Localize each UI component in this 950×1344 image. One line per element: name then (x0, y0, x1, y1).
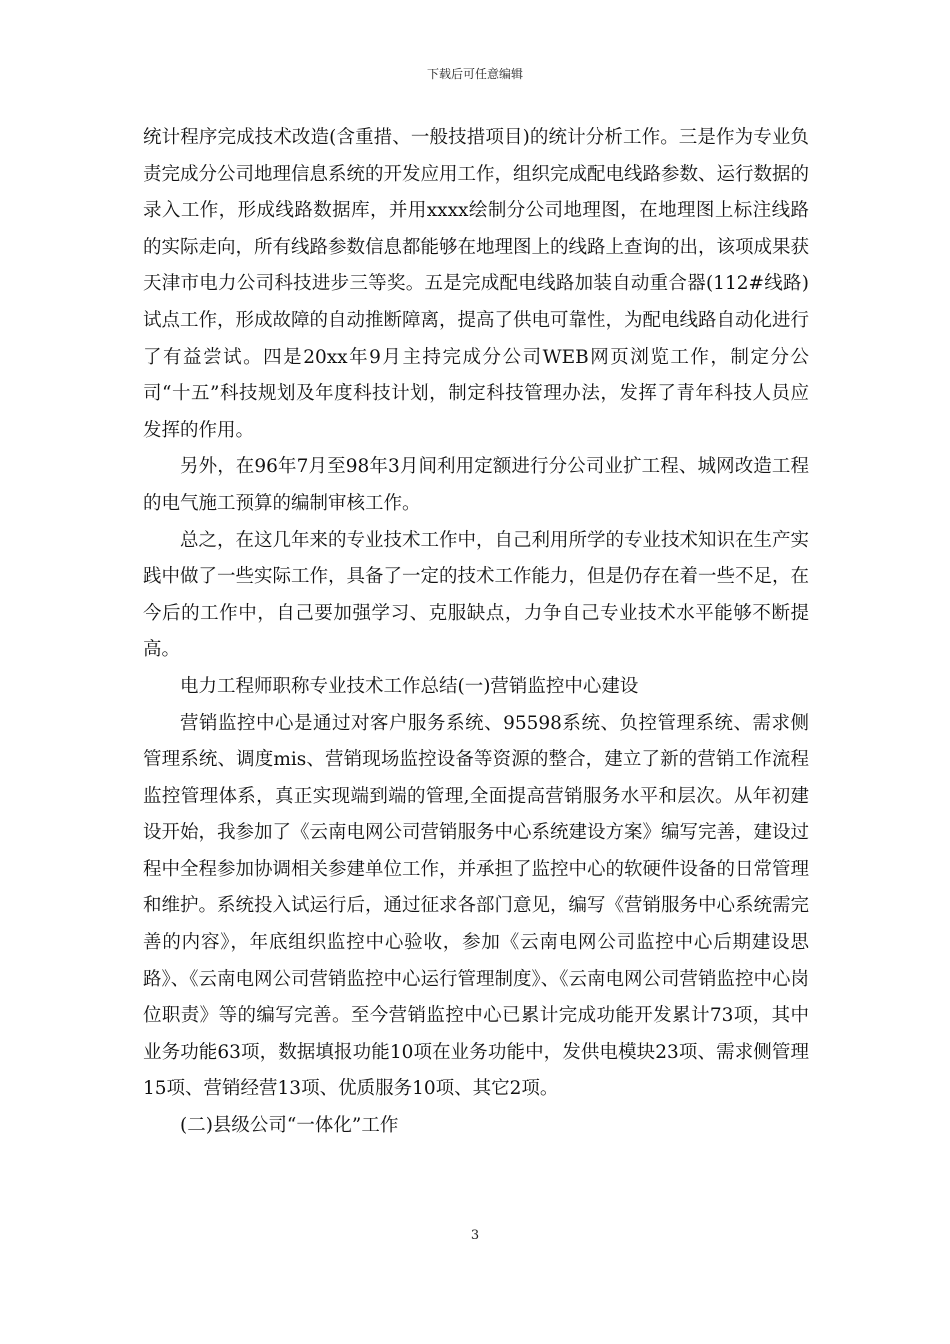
paragraph-summary: 总之，在这几年来的专业技术工作中，自己利用所学的专业技术知识在生产实践中做了一些实际工作，具备了一定的技术工作能力，但是仍存在着一些不足，在今后的工作中，自己要加强学习、克服缺点，力争自己专业技术水平能够不断提高。 (143, 529, 810, 661)
page-number: 3 (470, 1228, 480, 1243)
section-heading-marketing-center: 电力工程师职称专业技术工作总结(一)营销监控中心建设 (180, 675, 639, 697)
section-heading-county-integration: (二)县级公司“一体化”工作 (180, 1115, 399, 1137)
paragraph-marketing-center: 营销监控中心是通过对客户服务系统、95598系统、负控管理系统、需求侧管理系统、调度mis、营销现场监控设备等资源的整合，建立了新的营销工作流程监控管理体系，真正实现端到端的管理,全面提高营销服务水平和层次。从年初建设开始，我参加了《云南电网公司营销服务中心系统建设方案》编写完善，建设过程中全程参加协调相关参建单位工作，并承担了监控中心的软硬件设备的日常管理和维护。系统投入试运行后，通过征求各部门意见，编写《营销服务中心系统需完善的内容》，年底组织监控中心验收，参加《云南电网公司监控中心后期建设思路》、《云南电网公司营销监控中心运行管理制度》、《云南电网公司营销监控中心岗位职责》等的编写完善。至今营销监控中心已累计完成功能开发累计73项，其中业务功能63项，数据填报功能10项在业务功能中，发供电模块23项、需求侧管理15项、营销经营13项、优质服务10项、其它2项。 (143, 712, 810, 1100)
document-body (143, 120, 809, 1145)
page-header: 下载后可任意编辑 (426, 67, 523, 81)
paragraph-budget-work: 另外，在96年7月至98年3月间利用定额进行分公司业扩工程、城网改造工程的电气施工预算的编制审核工作。 (143, 456, 809, 514)
paragraph-tech-work: 统计程序完成技术改造(含重措、一般技措项目)的统计分析工作。三是作为专业负责完成分公司地理信息系统的开发应用工作，组织完成配电线路参数、运行数据的录入工作，形成线路数据库，并用xxxx绘制分公司地理图，在地理图上标注线路的实际走向，所有线路参数信息都能够在地理图上的线路上查询的出，该项成果获天津市电力公司科技进步三等奖。五是完成配电线路加装自动重合器(112#线路)试点工作，形成故障的自动推断障离，提高了供电可靠性，为配电线路自动化进行了有益尝试。四是20xx年9月主持完成分公司WEB网页浏览工作，制定分公司“十五”科技规划及年度科技计划，制定科技管理办法，发挥了青年科技人员应发挥的作用。 (143, 127, 810, 441)
